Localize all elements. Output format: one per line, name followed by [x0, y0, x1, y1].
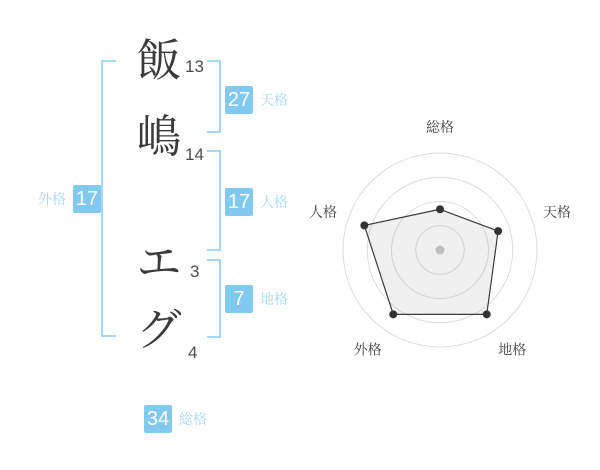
radar-axis-label: 総格: [426, 118, 454, 135]
radar-axis-label: 天格: [543, 203, 571, 220]
gaikaku-bracket: [101, 60, 116, 337]
radar-data-point: [436, 205, 444, 213]
radar-polygon: [364, 209, 498, 314]
radar-axis-label: 外格: [353, 341, 382, 358]
stroke-count-2: 14: [185, 145, 204, 164]
radar-axis-label: 人格: [309, 203, 337, 220]
tenkaku-bracket: [207, 60, 221, 133]
stroke-count-3: 3: [190, 262, 200, 281]
radar-data-point: [494, 227, 502, 235]
chikaku-bracket: [207, 259, 221, 338]
fortune-radar-chart: [290, 100, 590, 400]
radar-data-point: [483, 310, 491, 318]
tenkaku-label: 天格: [260, 92, 288, 108]
jinkaku-score-chip: [225, 188, 288, 216]
name-character-1: 飯: [136, 35, 182, 86]
name-character-4: グ: [136, 304, 182, 355]
chikaku-label: 地格: [260, 291, 288, 307]
tenkaku-value-box: 27: [225, 86, 253, 114]
gaikaku-label: 外格: [38, 191, 66, 207]
soukaku-label: 総格: [179, 411, 207, 427]
soukaku-value-box: 34: [144, 405, 172, 433]
gaikaku-score-chip: [38, 185, 101, 213]
gaikaku-value-box: 17: [73, 185, 101, 213]
stroke-count-1: 13: [185, 57, 204, 76]
jinkaku-bracket: [207, 150, 221, 251]
chikaku-score-chip: [225, 285, 288, 313]
tenkaku-score-chip: [225, 86, 288, 114]
radar-data-point: [360, 221, 368, 229]
name-character-3: エ: [136, 237, 182, 288]
jinkaku-label: 人格: [260, 194, 288, 210]
soukaku-score-chip: [144, 405, 207, 433]
stroke-count-4: 4: [188, 343, 198, 362]
jinkaku-value-box: 17: [225, 188, 253, 216]
radar-data-point: [389, 310, 397, 318]
chikaku-value-box: 7: [225, 285, 253, 313]
radar-axis-label: 地格: [498, 341, 527, 358]
name-character-2: 嶋: [136, 111, 182, 162]
